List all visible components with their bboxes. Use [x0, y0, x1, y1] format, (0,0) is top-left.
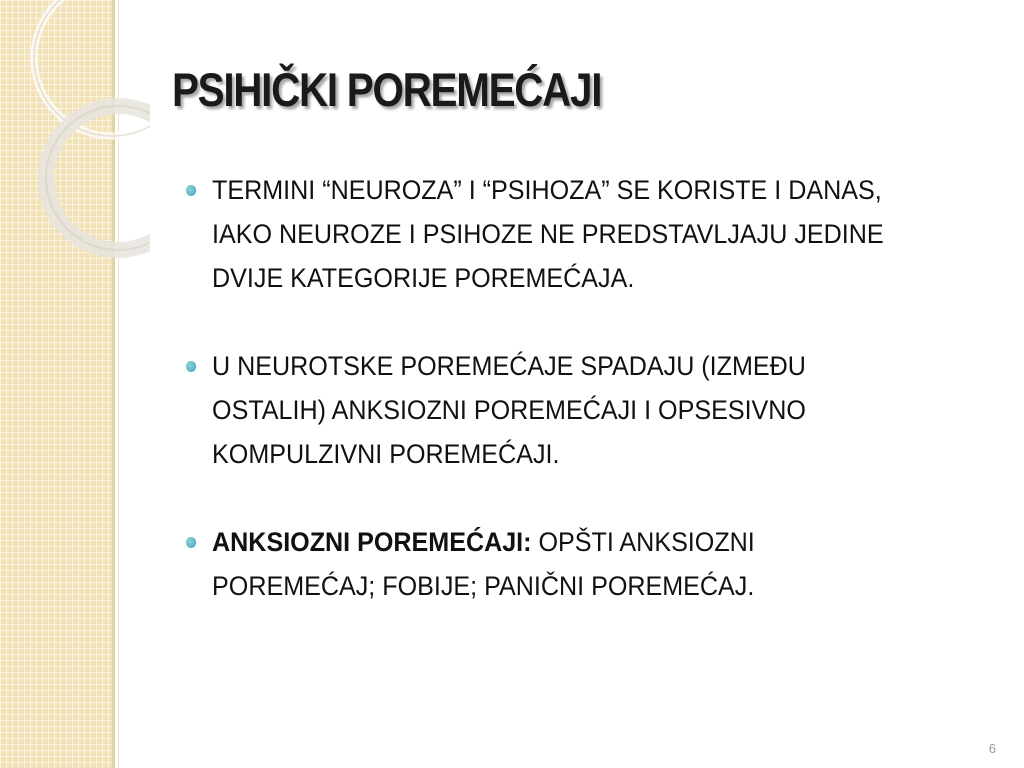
page-number: 6: [988, 741, 996, 756]
round-dot-bullet-icon: [186, 361, 196, 372]
bullet-list: [186, 168, 956, 608]
decorative-ring-icon: [46, 106, 150, 250]
bullet-item: [186, 168, 919, 300]
bullet-text: U NEUROTSKE POREMEĆAJE SPADAJU (IZMEĐU OSTALIH) ANKSIOZNI POREMEĆAJI I OPSESIVNO KOMPULZIVNI POREMEĆAJI.: [212, 351, 806, 469]
bullet-item: [186, 520, 919, 608]
bullet-text: OPŠTI ANKSIOZNI POREMEĆAJ; FOBIJE; PANIČNI POREMEĆAJ.: [212, 527, 755, 601]
round-dot-bullet-icon: [186, 185, 196, 196]
bullet-bold-lead: ANKSIOZNI POREMEĆAJI:: [212, 527, 532, 557]
bullet-text: TERMINI “NEUROZA” I “PSIHOZA” SE KORISTE I DANAS, IAKO NEUROZE I PSIHOZE NE PREDSTAVLJAJU JEDINE DVIJE KATEGORIJE POREMEĆAJA.: [212, 175, 884, 293]
round-dot-bullet-icon: [186, 537, 196, 548]
bullet-item: [186, 344, 919, 476]
slide-title: PSIHIČKI POREMEĆAJI: [172, 63, 602, 116]
decorative-rings: [0, 0, 150, 260]
